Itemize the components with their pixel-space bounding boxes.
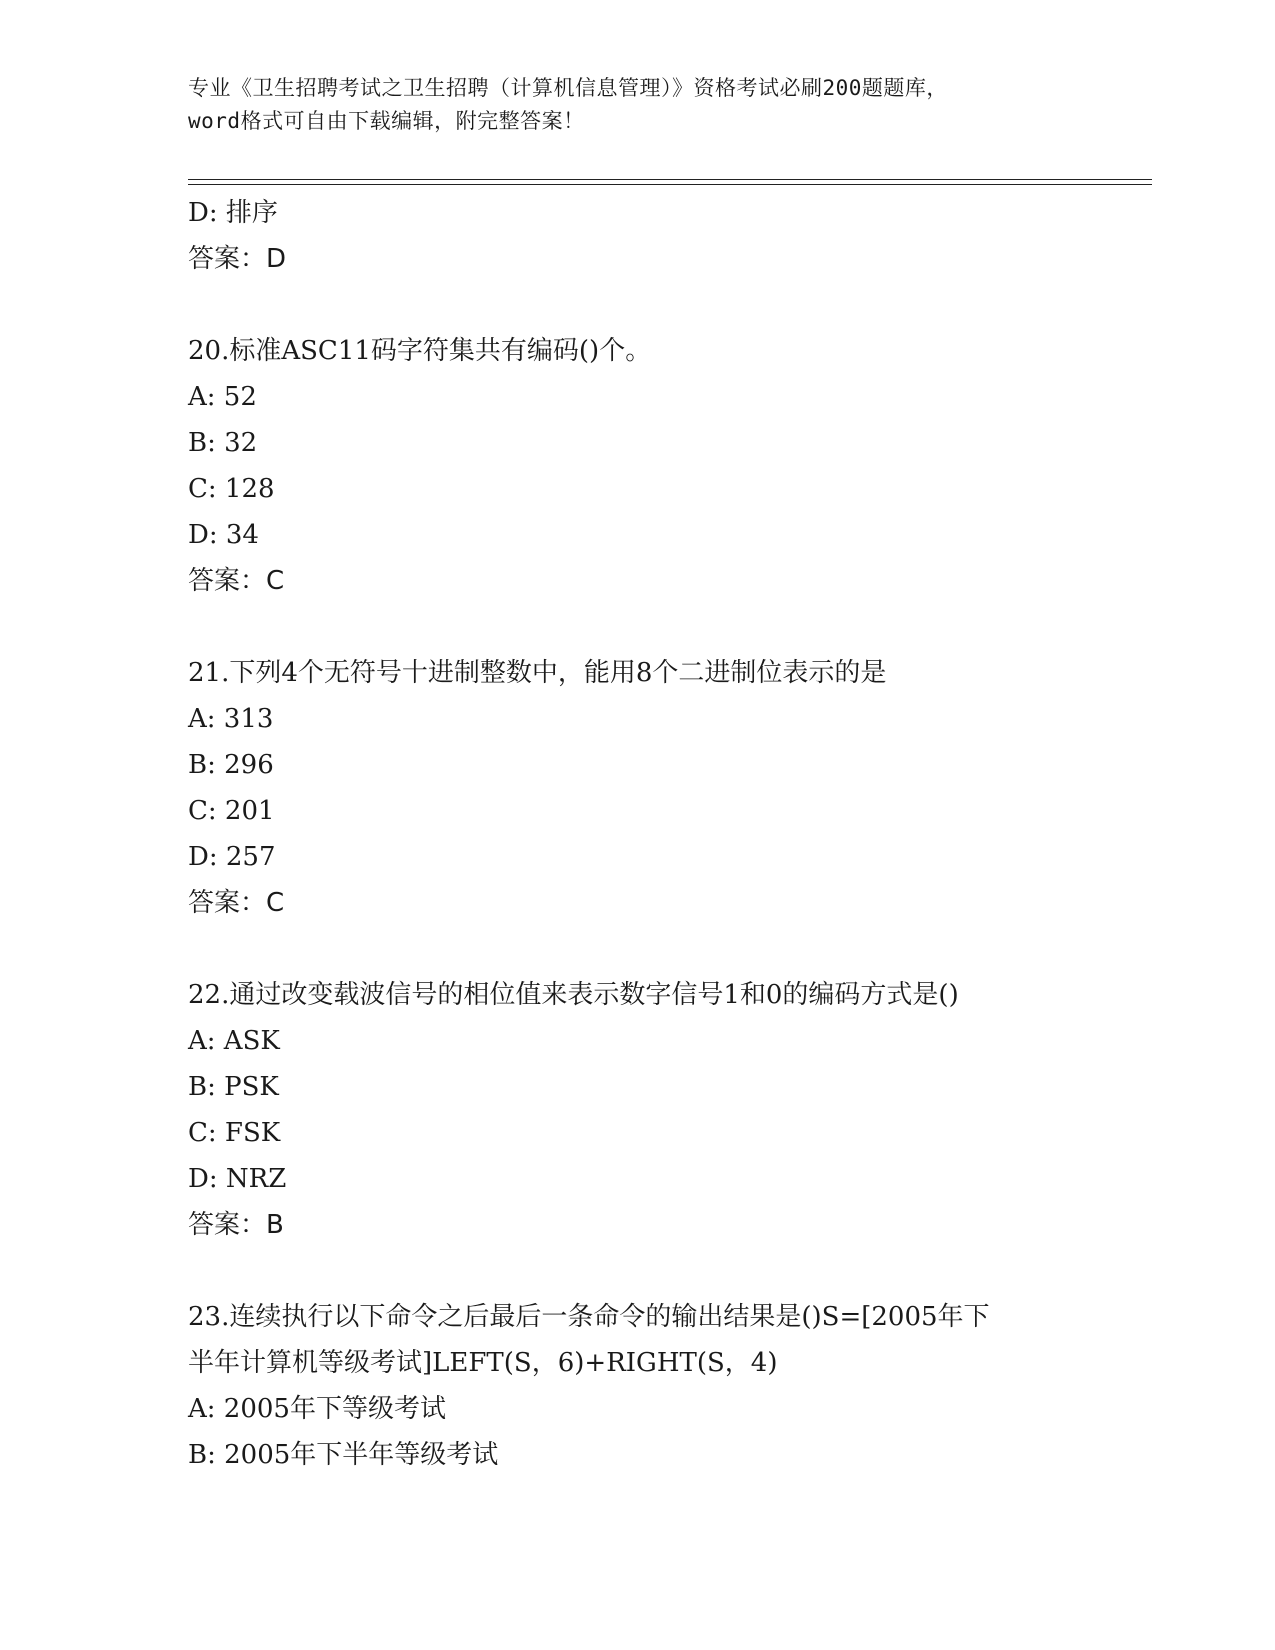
option-a: A: 2005年下等级考试 (188, 1394, 446, 1424)
question-block (188, 650, 1088, 926)
answer: 答案：D (188, 244, 287, 274)
option-a: A: ASK (188, 1026, 280, 1056)
document-body (188, 190, 1088, 1478)
option-b: B: 32 (188, 428, 258, 458)
spacer (188, 1248, 1088, 1294)
answer: 答案：C (188, 566, 285, 596)
question-block (188, 1294, 1088, 1478)
answer: 答案：B (188, 1210, 284, 1240)
option-c: C: 128 (188, 474, 275, 504)
question-stem: 22.通过改变载波信号的相位值来表示数字信号1和0的编码方式是() (188, 980, 959, 1010)
spacer (188, 282, 1088, 328)
question-stem-continued: 半年计算机等级考试]LEFT(S，6)+RIGHT(S，4) (188, 1348, 778, 1378)
question-stem: 20.标准ASC11码字符集共有编码()个。 (188, 336, 652, 366)
option-d: D: 257 (188, 842, 276, 872)
header-divider-top (188, 179, 1152, 180)
option-b: B: 2005年下半年等级考试 (188, 1440, 499, 1470)
question-block (188, 972, 1088, 1248)
option-d: D: 排序 (188, 198, 278, 228)
header-line-2: word格式可自由下载编辑，附完整答案！ (188, 109, 585, 133)
document-header (188, 72, 1088, 138)
spacer (188, 604, 1088, 650)
option-b: B: 296 (188, 750, 274, 780)
answer: 答案：C (188, 888, 285, 918)
question-stem: 23.连续执行以下命令之后最后一条命令的输出结果是()S=[2005年下 (188, 1302, 990, 1332)
header-line-1: 专业《卫生招聘考试之卫生招聘（计算机信息管理）》资格考试必刷200题题库， (188, 76, 948, 100)
option-a: A: 52 (188, 382, 257, 412)
header-divider-bottom (188, 184, 1152, 185)
option-d: D: 34 (188, 520, 259, 550)
option-a: A: 313 (188, 704, 274, 734)
question-block (188, 328, 1088, 604)
option-b: B: PSK (188, 1072, 279, 1102)
option-c: C: FSK (188, 1118, 281, 1148)
option-c: C: 201 (188, 796, 275, 826)
question-stem: 21.下列4个无符号十进制整数中，能用8个二进制位表示的是 (188, 658, 887, 688)
option-d: D: NRZ (188, 1164, 287, 1194)
spacer (188, 926, 1088, 972)
